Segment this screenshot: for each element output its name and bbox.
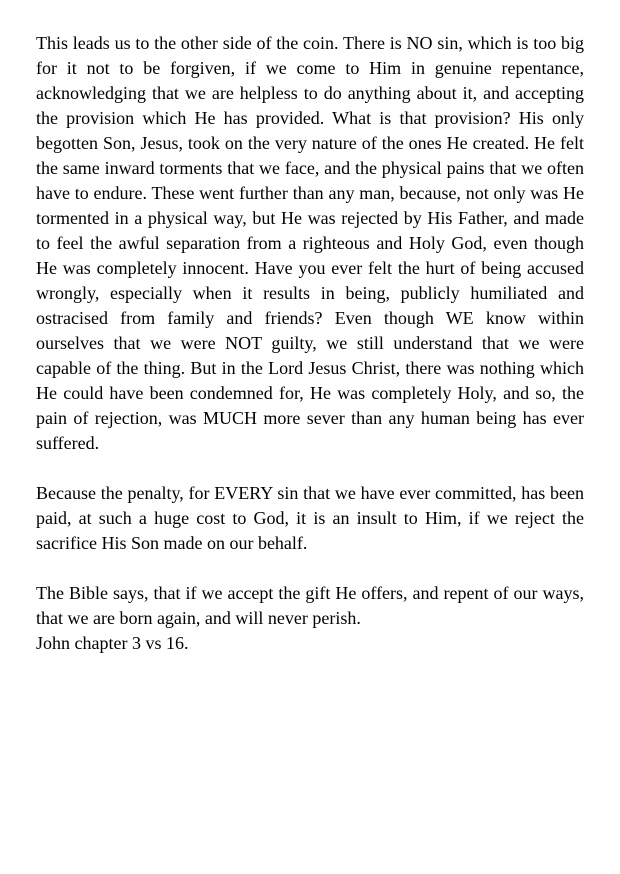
- paragraph-bible-says-text: The Bible says, that if we accept the gift He offers, and repent of our ways, that we are born again, and will never perish.: [36, 583, 584, 628]
- paragraph-salvation-provision: This leads us to the other side of the coin. There is NO sin, which is too big for it not to be forgiven, if we come to Him in genuine repentance, acknowledging that we are helpless to do anything about it, and accepting the provision which He has provided. What is that provision? His only begotten Son, Jesus, took on the very nature of the ones He created. He felt the same inward torments that we face, and the physical pains that we often have to endure. These went further than any man, because, not only was He tormented in a physical way, but He was rejected by His Father, and made to feel the awful separation from a righteous and Holy God, even though He was completely innocent. Have you ever felt the hurt of being accused wrongly, especially when it results in being, publicly humiliated and ostracised from family and friends? Even though WE know within ourselves that we were NOT guilty, we still understand that we were capable of the thing. But in the Lord Jesus Christ, there was nothing which He could have been condemned for, He was completely Holy, and so, the pain of rejection, was MUCH more sever than any human being has ever suffered.: [36, 33, 584, 453]
- paragraph-bible-says: [36, 581, 584, 656]
- paragraph-penalty-paid: Because the penalty, for EVERY sin that we have ever committed, has been paid, at such a huge cost to God, it is an insult to Him, if we reject the sacrifice His Son made on our behalf.: [36, 483, 584, 553]
- scripture-reference: John chapter 3 vs 16.: [36, 633, 189, 653]
